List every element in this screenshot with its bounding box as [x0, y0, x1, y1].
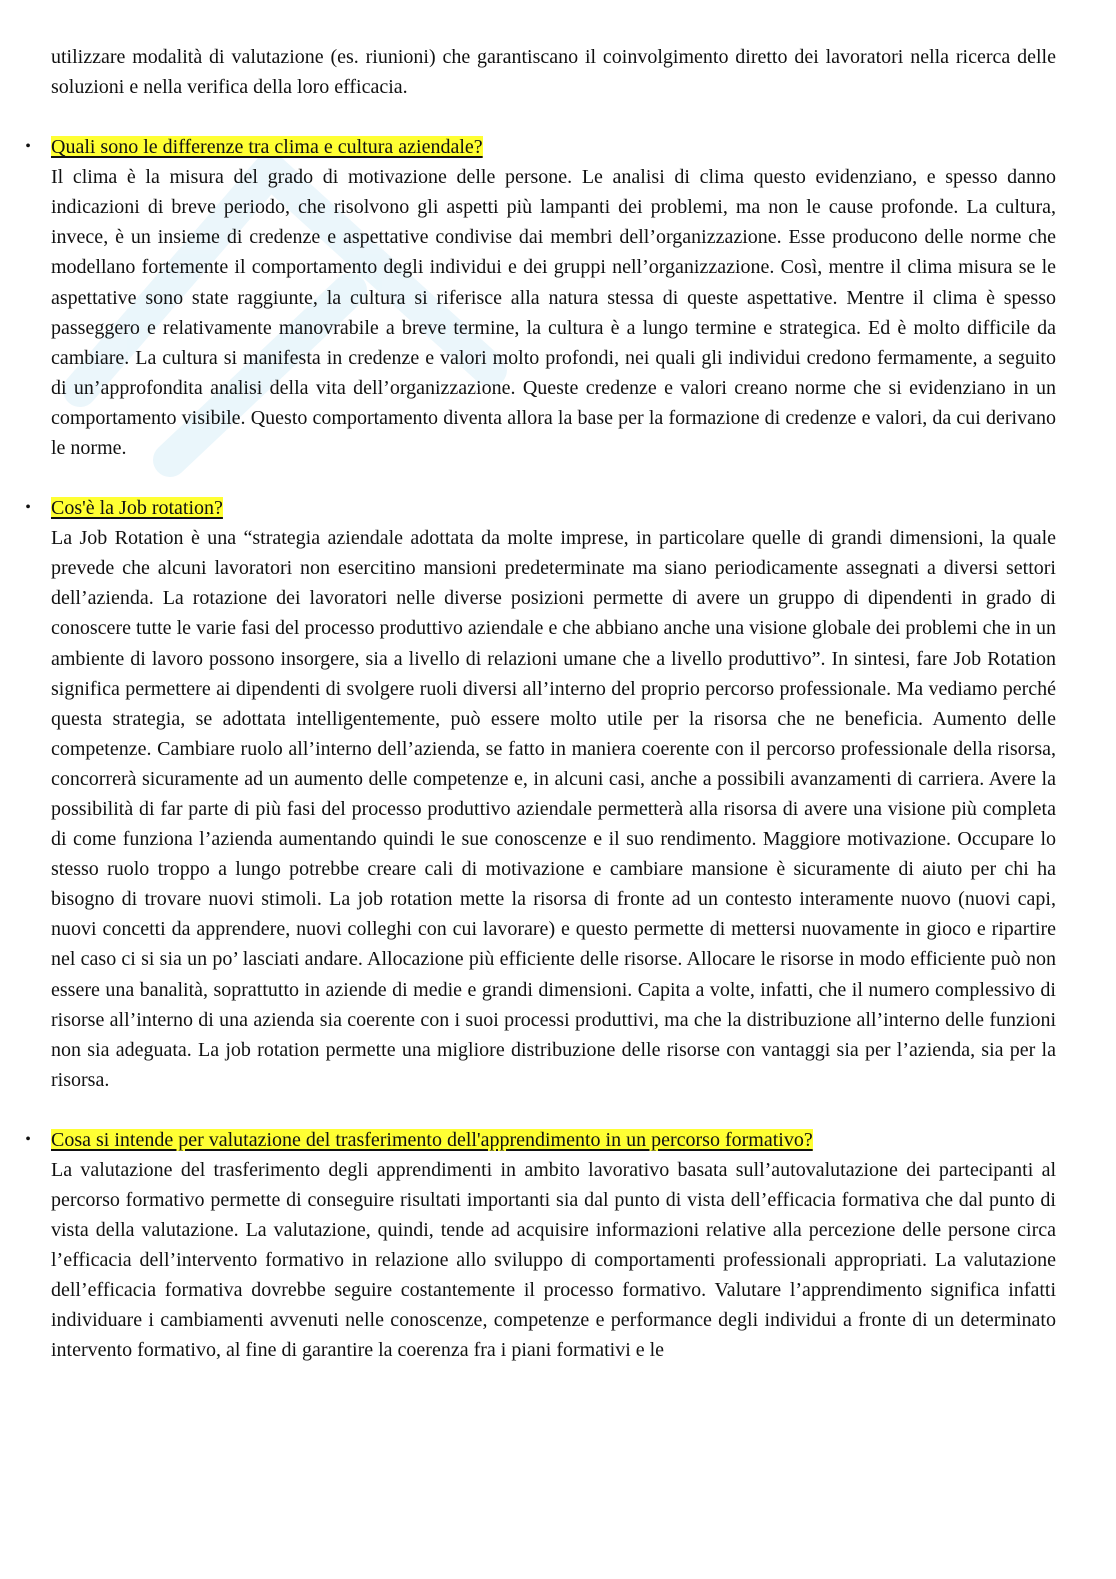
bullet-icon: •: [25, 499, 31, 517]
question-heading: [25, 132, 1056, 162]
question-heading: [25, 1125, 1056, 1155]
bullet-icon: •: [25, 138, 31, 156]
section-clima-cultura: [25, 132, 1056, 463]
document-page: [25, 42, 1056, 1366]
answer-paragraph: La Job Rotation è una “strategia aziendale adottata da molte imprese, in particolare quelle di grandi dimensioni, la quale prevede che alcuni lavoratori non esercitino mansioni predeterminate ma siano periodicamente assegnati a diversi settori dell’azienda. La rotazione dei lavoratori nelle diverse posizioni permette di avere un gruppo di dipendenti in grado di conoscere tutte le varie fasi del processo produttivo aziendale e che abbiano anche una visione globale dei problemi che in un ambiente di lavoro possono insorgere, sia a livello di relazioni umane che a livello produttivo”. In sintesi, fare Job Rotation significa permettere ai dipendenti di svolgere ruoli diversi all’interno del proprio percorso professionale. Ma vediamo perché questa strategia, se adottata intelligentemente, può essere molto utile per la risorsa che ne beneficia. Aumento delle competenze. Cambiare ruolo all’interno dell’azienda, se fatto in maniera coerente con il percorso professionale della risorsa, concorrerà sicuramente ad un aumento delle competenze e, in alcuni casi, anche a possibili avanzamenti di carriera. Avere la possibilità di far parte di più fasi del processo produttivo aziendale permetterà alla risorsa di avere una visione più completa di come funziona l’azienda aumentando quindi le sue conoscenze e il suo rendimento. Maggiore motivazione. Occupare lo stesso ruolo troppo a lungo potrebbe creare cali di motivazione e cambiare mansione è sicuramente di aiuto per chi ha bisogno di trovare nuovi stimoli. La job rotation mette la risorsa di fronte ad un contesto interamente nuovo (nuovi capi, nuovi concetti da apprendere, nuovi colleghi con cui lavorare) e questo permette di mettersi nuovamente in gioco e ripartire nel caso ci si sia un po’ lasciati andare. Allocazione più efficiente delle risorse. Allocare le risorse in modo efficiente può non essere una banalità, soprattutto in aziende di medie e grandi dimensioni. Capita a volte, infatti, che il numero complessivo di risorse all’interno di una azienda sia coerente con i suoi processi produttivi, ma che la distribuzione all’interno delle funzioni non sia adeguata. La job rotation permette una migliore distribuzione delle risorse con vantaggi sia per l’azienda, sia per la risorsa.: [51, 527, 1056, 1091]
answer-paragraph: Il clima è la misura del grado di motivazione delle persone. Le analisi di clima questo evidenziano, e spesso danno indicazioni di breve periodo, che risolvono gli aspetti più lampanti dei problemi, ma non le cause profonde. La cultura, invece, è un insieme di credenze e aspettative condivise dai membri dell’organizzazione. Esse producono delle norme che modellano fortemente il comportamento degli individui e dei gruppi nell’organizzazione. Così, mentre il clima misura se le aspettative sono state raggiunte, la cultura si riferisce alla natura stessa di queste aspettative. Mentre il clima è spesso passeggero e relativamente manovrabile a breve termine, la cultura è a lungo termine e strategica. Ed è molto difficile da cambiare. La cultura si manifesta in credenze e valori molto profondi, nei quali gli individui credono fermamente, a seguito di un’approfondita analisi della vita dell’organizzazione. Queste credenze e valori creano norme che si evidenziano in un comportamento visibile. Questo comportamento diventa allora la base per la formazione di credenze e valori, da cui derivano le norme.: [51, 166, 1056, 460]
question-heading: [25, 493, 1056, 523]
section-job-rotation: [25, 493, 1056, 1095]
answer-paragraph: La valutazione del trasferimento degli apprendimenti in ambito lavorativo basata sull’autovalutazione dei partecipanti al percorso formativo permette di conseguire risultati importanti sia dal punto di vista dell’efficacia formativa che dal punto di vista della valutazione. La valutazione, quindi, tende ad acquisire informazioni relative alla percezione delle persone circa l’efficacia dell’intervento formativo in relazione allo sviluppo di comportamenti professionali appropriati. La valutazione dell’efficacia formativa dovrebbe seguire costantemente il processo formativo. Valutare l’apprendimento significa infatti individuare i cambiamenti avvenuti nelle conoscenze, competenze e performance degli individui a fronte di un determinato intervento formativo, al fine di garantire la coerenza fra i piani formativi e le: [51, 1158, 1056, 1362]
intro-paragraph: utilizzare modalità di valutazione (es. riunioni) che garantiscano il coinvolgimento diretto dei lavoratori nella ricerca delle soluzioni e nella verifica della loro efficacia.: [51, 46, 1056, 99]
bullet-icon: •: [25, 1130, 31, 1148]
question-text: Cos'è la Job rotation?: [51, 497, 223, 520]
question-text: Cosa si intende per valutazione del trasferimento dell'apprendimento in un percorso formativo?: [51, 1128, 813, 1151]
section-trasferimento-apprendimento: [25, 1125, 1056, 1366]
question-text: Quali sono le differenze tra clima e cultura aziendale?: [51, 136, 483, 159]
